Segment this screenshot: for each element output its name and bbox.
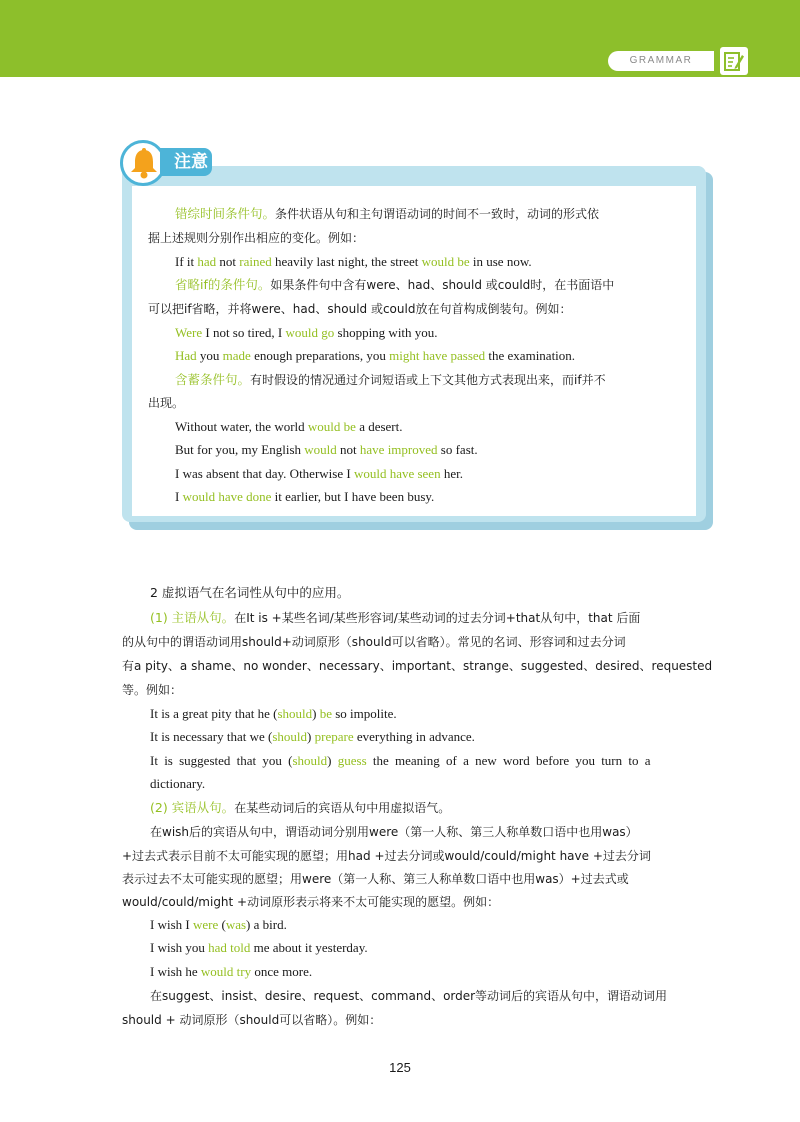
note-paragraph-2-line-1: 省略if的条件句。如果条件句中含有were、had、should 或could时，在书面语中 xyxy=(175,277,615,292)
note-paragraph-3-line-1: 含蓄条件句。有时假设的情况通过介词短语或上下文其他方式表现出来，而if并不 xyxy=(175,372,606,387)
note-paragraph-1-line-1: 错综时间条件句。条件状语从句和主句谓语动词的时间不一致时，动词的形式依 xyxy=(175,206,600,221)
suggest-paragraph-line-2: should + 动词原形（should可以省略）。例如： xyxy=(122,1013,382,1027)
subject-clause-line-3: 有a pity、a shame、no wonder、necessary、important、strange、suggested、desired、requested xyxy=(122,659,713,673)
notepad-pencil-icon xyxy=(720,47,748,75)
note-paragraph-1-line-2: 据上述规则分别作出相应的变化。例如： xyxy=(148,231,365,245)
wish-example-3: I wish he would try once more. xyxy=(150,964,313,979)
wish-paragraph-line-2: +过去式表示目前不太可能实现的愿望；用had +过去分词或would/could/might have +过去分词 xyxy=(122,849,651,863)
subject-clause-line-4: 等。例如： xyxy=(122,683,183,697)
note-title: 注意 xyxy=(160,148,212,176)
note-example-3: Had you made enough preparations, you might have passed the examination. xyxy=(175,348,576,363)
wish-paragraph-line-1: 在wish后的宾语从句中，谓语动词分别用were（第一人称、第三人称单数口语中也用was） xyxy=(150,825,638,839)
object-clause-heading: (2) 宾语从句。在某些动词后的宾语从句中用虚拟语气。 xyxy=(150,800,451,815)
wish-paragraph-line-4: would/could/might +动词原形表示将来不太可能实现的愿望。例如： xyxy=(122,895,500,909)
note-example-4: Without water, the world would be a desert. xyxy=(175,419,403,434)
subject-example-3: It is suggested that you (should) guess the meaning of a new word before you turn to a xyxy=(150,753,651,768)
section-2-heading: 2 虚拟语气在名词性从句中的应用。 xyxy=(150,585,350,600)
note-example-5: But for you, my English would not have improved so fast. xyxy=(175,442,478,457)
note-paragraph-3-line-2: 出现。 xyxy=(148,396,185,410)
note-example-2: Were I not so tired, I would go shopping with you. xyxy=(175,325,438,340)
note-example-7: I would have done it earlier, but I have been busy. xyxy=(175,489,435,504)
section-tag: GRAMMAR xyxy=(608,51,714,71)
note-example-1: If it had not rained heavily last night, the street would be in use now. xyxy=(175,254,532,269)
subject-example-2: It is necessary that we (should) prepare everything in advance. xyxy=(150,729,475,744)
wish-paragraph-line-3: 表示过去不太可能实现的愿望；用were（第一人称、第三人称单数口语中也用was）+过去式或 xyxy=(122,872,629,886)
subject-example-3-continued: dictionary. xyxy=(150,776,206,791)
note-example-6: I was absent that day. Otherwise I would have seen her. xyxy=(175,466,463,481)
subject-example-1: It is a great pity that he (should) be so impolite. xyxy=(150,706,397,721)
wish-example-2: I wish you had told me about it yesterday. xyxy=(150,940,368,955)
subject-clause-line-2: 的从句中的谓语动词用should+动词原形（should可以省略）。常见的名词、形容词和过去分词 xyxy=(122,635,626,649)
wish-example-1: I wish I were (was) a bird. xyxy=(150,917,287,932)
page-number: 125 xyxy=(389,1060,411,1075)
subject-clause-line-1: (1) 主语从句。在It is +某些名词/某些形容词/某些动词的过去分词+that从句中，that 后面 xyxy=(150,610,641,625)
suggest-paragraph-line-1: 在suggest、insist、desire、request、command、order等动词后的宾语从句中，谓语动词用 xyxy=(150,989,668,1003)
note-paragraph-2-line-2: 可以把if省略，并将were、had、should 或could放在句首构成倒装句。例如： xyxy=(148,302,572,316)
